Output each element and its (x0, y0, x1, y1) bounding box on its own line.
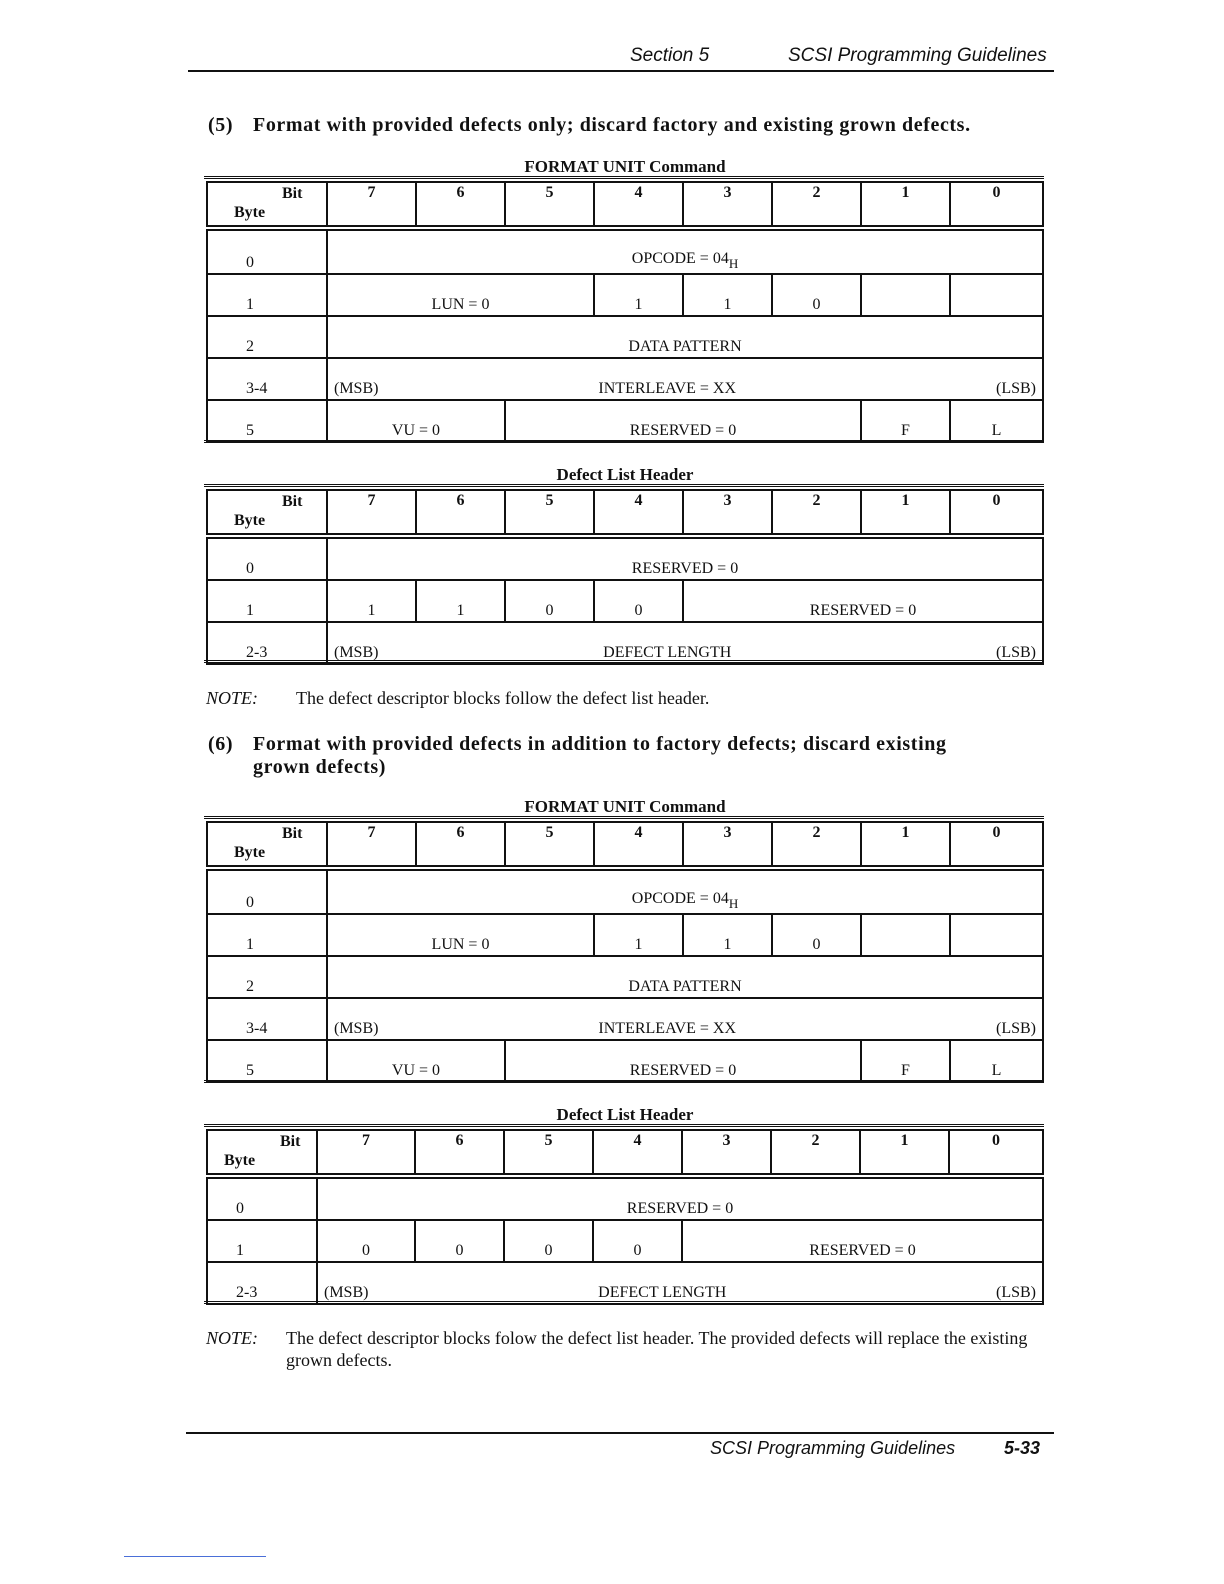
opcode-field: OPCODE = $04_H$ (327, 230, 1043, 274)
bit-6-header: 6 (416, 182, 505, 226)
msb-label: (MSB) (334, 1020, 379, 1037)
bit-4-value: 0 (593, 1220, 682, 1262)
defect-list-header-caption-5: Defect List Header (556, 465, 694, 484)
note-label: NOTE: (206, 688, 259, 708)
bit-2-header: 2 (772, 490, 861, 534)
bit-byte-corner: Bit Byte (207, 490, 327, 534)
page-number: 5-33 (1004, 1438, 1041, 1458)
bit-7-header: 7 (327, 490, 416, 534)
format-unit-table-5 (206, 181, 1044, 443)
bit-4-header: 4 (594, 822, 683, 866)
bit-4-value: 0 (594, 580, 683, 622)
lun-field: LUN = 0 (327, 274, 594, 316)
footer-title: SCSI Programming Guidelines (710, 1438, 956, 1458)
table-top-rule (204, 176, 1044, 179)
defect-length-field: (MSB) DEFECT LENGTH (LSB) (317, 1262, 1043, 1304)
table-row (207, 1040, 1043, 1082)
vu-field: VU = 0 (327, 1040, 505, 1082)
bit-2-header: 2 (771, 1130, 860, 1174)
table-bottom-rule (204, 660, 1044, 663)
data-pattern-field: DATA PATTERN (327, 956, 1043, 998)
byte-number: 3-4 (207, 358, 327, 400)
defect-list-header-table-5 (206, 489, 1044, 665)
bit-byte-corner: Bit Byte (207, 182, 327, 226)
bit-5-header: 5 (505, 822, 594, 866)
vu-field: VU = 0 (327, 400, 505, 442)
format-unit-caption-6: FORMAT UNIT Command (524, 797, 726, 816)
bit-3-header: 3 (683, 182, 772, 226)
lsb-label: (LSB) (996, 380, 1036, 397)
byte-number: 1 (207, 1220, 317, 1262)
bit-1-header: 1 (860, 1130, 949, 1174)
table-top-rule (204, 1124, 1044, 1127)
bit-7-header: 7 (327, 822, 416, 866)
l-bit: L (950, 1040, 1043, 1082)
bit-3-value: 1 (683, 274, 772, 316)
bit-2-value: 0 (772, 274, 861, 316)
table-bottom-rule (204, 1301, 1044, 1304)
bit-6-header: 6 (416, 822, 505, 866)
bit-4-header: 4 (594, 490, 683, 534)
bit-5-value: 0 (505, 580, 594, 622)
byte-number: 5 (207, 1040, 327, 1082)
byte-number: 2-3 (207, 1262, 317, 1304)
table-row (207, 956, 1043, 998)
opcode-field: OPCODE = $04_H$ (327, 870, 1043, 914)
f-bit: F (861, 1040, 950, 1082)
msb-label: (MSB) (334, 380, 379, 397)
lsb-label: (LSB) (996, 1020, 1036, 1037)
format-unit-table-6 (206, 821, 1044, 1083)
table-row (207, 914, 1043, 956)
section-5-heading (208, 114, 971, 137)
bit-7-header: 7 (327, 182, 416, 226)
lsb-label: (LSB) (996, 1284, 1036, 1301)
byte-number: 0 (207, 230, 327, 274)
byte-number: 1 (207, 580, 327, 622)
reserved-field: RESERVED = 0 (327, 538, 1043, 580)
bit-4-header: 4 (594, 182, 683, 226)
table-bottom-rule (204, 1080, 1044, 1083)
f-bit: F (861, 400, 950, 442)
table-row (207, 1262, 1043, 1304)
bit-4-header: 4 (593, 1130, 682, 1174)
table-top-rule (204, 816, 1044, 819)
table-top-rule (204, 484, 1044, 487)
bit-5-value: 0 (504, 1220, 593, 1262)
note-text: The defect descriptor blocks follow the defect list header. (296, 688, 710, 708)
bit-0-value (950, 914, 1043, 956)
reserved-field: RESERVED = 0 (505, 400, 861, 442)
bit-5-header: 5 (504, 1130, 593, 1174)
defect-list-header-caption-6: Defect List Header (556, 1105, 694, 1124)
header-section: Section 5 (630, 45, 710, 66)
bit-6-header: 6 (415, 1130, 504, 1174)
bit-7-value: 1 (327, 580, 416, 622)
section-5-number: (5) (208, 114, 234, 136)
bit-2-value: 0 (772, 914, 861, 956)
note-text: The defect descriptor blocks folow the defect list header. The provided defects will replace the existing grown defects. (286, 1328, 1028, 1370)
byte-number: 2-3 (207, 622, 327, 664)
table-row (207, 400, 1043, 442)
byte-number: 0 (207, 1178, 317, 1220)
bit-0-header: 0 (950, 490, 1043, 534)
msb-label: (MSB) (334, 644, 379, 661)
byte-number: 2 (207, 316, 327, 358)
bit-4-value: 1 (594, 274, 683, 316)
bit-3-value: 1 (683, 914, 772, 956)
table-row (207, 230, 1043, 274)
bit-1-header: 1 (861, 182, 950, 226)
bit-5-header: 5 (505, 182, 594, 226)
format-unit-caption-5: FORMAT UNIT Command (524, 157, 726, 176)
reserved-field: RESERVED = 0 (683, 580, 1043, 622)
header-title: SCSI Programming Guidelines (788, 45, 1047, 66)
bit-0-header: 0 (950, 182, 1043, 226)
byte-number: 0 (207, 538, 327, 580)
bit-1-header: 1 (861, 822, 950, 866)
table-row (207, 274, 1043, 316)
bit-0-header: 0 (949, 1130, 1043, 1174)
bit-byte-corner: Bit Byte (207, 822, 327, 866)
bit-0-value (950, 274, 1043, 316)
bit-header-row (207, 822, 1043, 866)
byte-number: 5 (207, 400, 327, 442)
bit-header-row (207, 182, 1043, 226)
bit-byte-corner: Bit Byte (207, 1130, 317, 1174)
bit-5-header: 5 (505, 490, 594, 534)
bit-7-header: 7 (317, 1130, 415, 1174)
bit-4-value: 1 (594, 914, 683, 956)
bit-6-header: 6 (416, 490, 505, 534)
bit-6-value: 1 (416, 580, 505, 622)
bit-2-header: 2 (772, 822, 861, 866)
l-bit: L (950, 400, 1043, 442)
bit-3-header: 3 (683, 822, 772, 866)
reserved-field: RESERVED = 0 (682, 1220, 1043, 1262)
section-5-heading-text: Format with provided defects only; discard factory and existing grown defects. (253, 114, 971, 136)
defect-list-header-table-6 (206, 1129, 1044, 1305)
data-pattern-field: DATA PATTERN (327, 316, 1043, 358)
interleave-field: (MSB) INTERLEAVE = XX (LSB) (327, 358, 1043, 400)
reserved-field: RESERVED = 0 (317, 1178, 1043, 1220)
bit-header-row (207, 1130, 1043, 1174)
bit-7-value: 0 (317, 1220, 415, 1262)
footer-rule (186, 1432, 1054, 1434)
table-row (207, 1178, 1043, 1220)
section-6-heading (208, 733, 947, 779)
reserved-field: RESERVED = 0 (505, 1040, 861, 1082)
msb-label: (MSB) (324, 1284, 369, 1301)
table-row (207, 358, 1043, 400)
table-bottom-rule (204, 440, 1044, 443)
section-6-heading-cont: grown defects) (253, 756, 386, 778)
table-row (207, 622, 1043, 664)
byte-number: 0 (207, 870, 327, 914)
bit-3-header: 3 (682, 1130, 771, 1174)
table-row (207, 870, 1043, 914)
byte-number: 2 (207, 956, 327, 998)
note-label: NOTE: (206, 1328, 259, 1348)
scan-edge-line (124, 1556, 266, 1557)
table-row (207, 998, 1043, 1040)
lsb-label: (LSB) (996, 644, 1036, 661)
bit-3-header: 3 (683, 490, 772, 534)
byte-number: 3-4 (207, 998, 327, 1040)
bit-1-value (861, 274, 950, 316)
table-row (207, 538, 1043, 580)
table-row (207, 316, 1043, 358)
interleave-field: (MSB) INTERLEAVE = XX (LSB) (327, 998, 1043, 1040)
bit-0-header: 0 (950, 822, 1043, 866)
bit-2-header: 2 (772, 182, 861, 226)
bit-6-value: 0 (415, 1220, 504, 1262)
section-6-heading-text: Format with provided defects in addition to factory defects; discard existing (253, 733, 947, 755)
bit-header-row (207, 490, 1043, 534)
defect-length-field: (MSB) DEFECT LENGTH (LSB) (327, 622, 1043, 664)
byte-number: 1 (207, 914, 327, 956)
bit-1-value (861, 914, 950, 956)
byte-number: 1 (207, 274, 327, 316)
table-row (207, 580, 1043, 622)
lun-field: LUN = 0 (327, 914, 594, 956)
section-6-number: (6) (208, 733, 234, 755)
running-header (188, 44, 1054, 72)
table-row (207, 1220, 1043, 1262)
bit-1-header: 1 (861, 490, 950, 534)
